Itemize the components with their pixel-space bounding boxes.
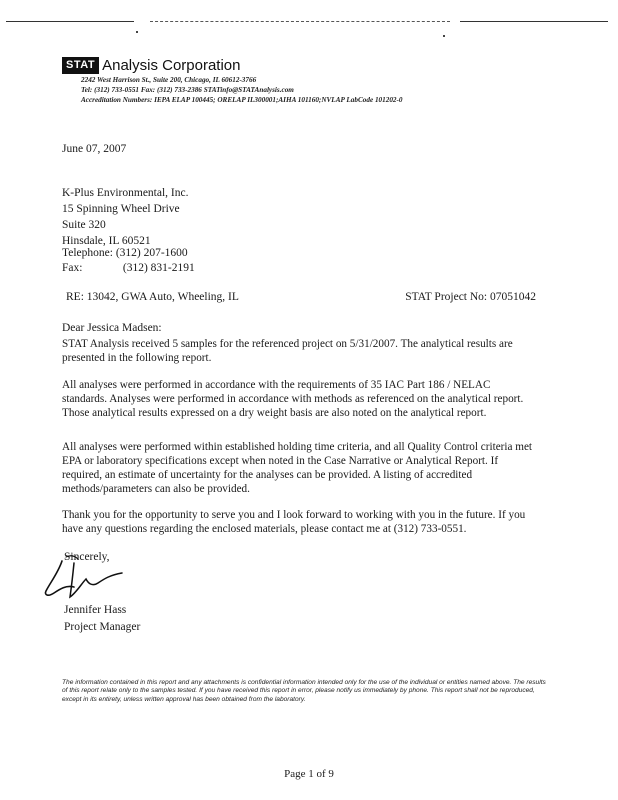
company-contact: Tel: (312) 733-0551 Fax: (312) 733-2386 STATinfo@STATAnalysis.com <box>81 86 294 94</box>
telephone-number: (312) 207-1600 <box>115 247 188 259</box>
recipient-city: Hinsdale, IL 60521 <box>62 235 151 247</box>
recipient-telephone <box>62 246 188 260</box>
top-rule-right <box>460 21 608 22</box>
project-number: STAT Project No: 07051042 <box>405 291 536 303</box>
salutation: Dear Jessica Madsen: <box>62 322 162 334</box>
company-name: Analysis Corporation <box>102 57 241 74</box>
top-rule-middle <box>150 21 450 22</box>
handwritten-signature <box>40 553 160 605</box>
company-logo: STAT <box>62 57 99 74</box>
page-number: Page 1 of 9 <box>284 768 334 780</box>
fax-number: (312) 831-2191 <box>122 262 195 274</box>
company-address: 2242 West Harrison St., Suite 200, Chicago, IL 60612-3766 <box>81 76 257 84</box>
recipient-suite: Suite 320 <box>62 219 106 231</box>
telephone-label: Telephone: <box>62 247 113 259</box>
letter-date: June 07, 2007 <box>62 143 127 155</box>
body-paragraph-2: All analyses were performed in accordance with the requirements of 35 IAC Part 186 / NELAC standards. Analyses were performed in accordance with methods as referenced on the analytical report. Those analytical results expressed on a dry weight basis are also noted on the analytical report. <box>62 379 524 419</box>
scan-speck <box>443 35 445 37</box>
letterhead <box>62 56 602 105</box>
signer-title: Project Manager <box>64 621 141 633</box>
body-paragraph-4: Thank you for the opportunity to serve you and I look forward to working with you in the future. If you have any questions regarding the enclosed materials, please contact me at (312) 733-0551. <box>62 509 526 535</box>
recipient-fax <box>62 261 195 275</box>
closing: Sincerely, <box>64 551 110 563</box>
body-paragraph-3: All analyses were performed within established holding time criteria, and all Quality Control criteria met EPA or laboratory specifications except when noted in the Case Narrative or Analytical Report. If required, an estimate of uncertainty for the analyses can be provided. A listing of accredited methods/parameters can also be provided. <box>62 441 533 495</box>
top-rule-left <box>6 21 134 22</box>
accreditation-numbers: Accreditation Numbers: IEPA ELAP 100445; ORELAP IL300001;AIHA 101160;NVLAP LabCode 101202-0 <box>81 96 403 104</box>
body-paragraph-1: STAT Analysis received 5 samples for the referenced project on 5/31/2007. The analytical results are presented in the following report. <box>62 338 513 364</box>
signer-name: Jennifer Hass <box>64 604 127 616</box>
re-subject: RE: 13042, GWA Auto, Wheeling, IL <box>66 291 239 303</box>
letterhead-logo-row <box>62 56 602 75</box>
scan-speck <box>136 31 138 33</box>
recipient-company: K-Plus Environmental, Inc. <box>62 187 189 199</box>
fax-label: Fax: <box>62 262 83 274</box>
recipient-street: 15 Spinning Wheel Drive <box>62 203 180 215</box>
confidentiality-disclaimer: The information contained in this report and any attachments is confidential information intended only for the use of the individual or entities named above. The results of this report relate only to the samples tested. If you have received this report in error, please notify us immediately by phone. This report shall not be reproduced, except in its entirety, unless written approval has been obtained from the laboratory. <box>62 679 546 703</box>
